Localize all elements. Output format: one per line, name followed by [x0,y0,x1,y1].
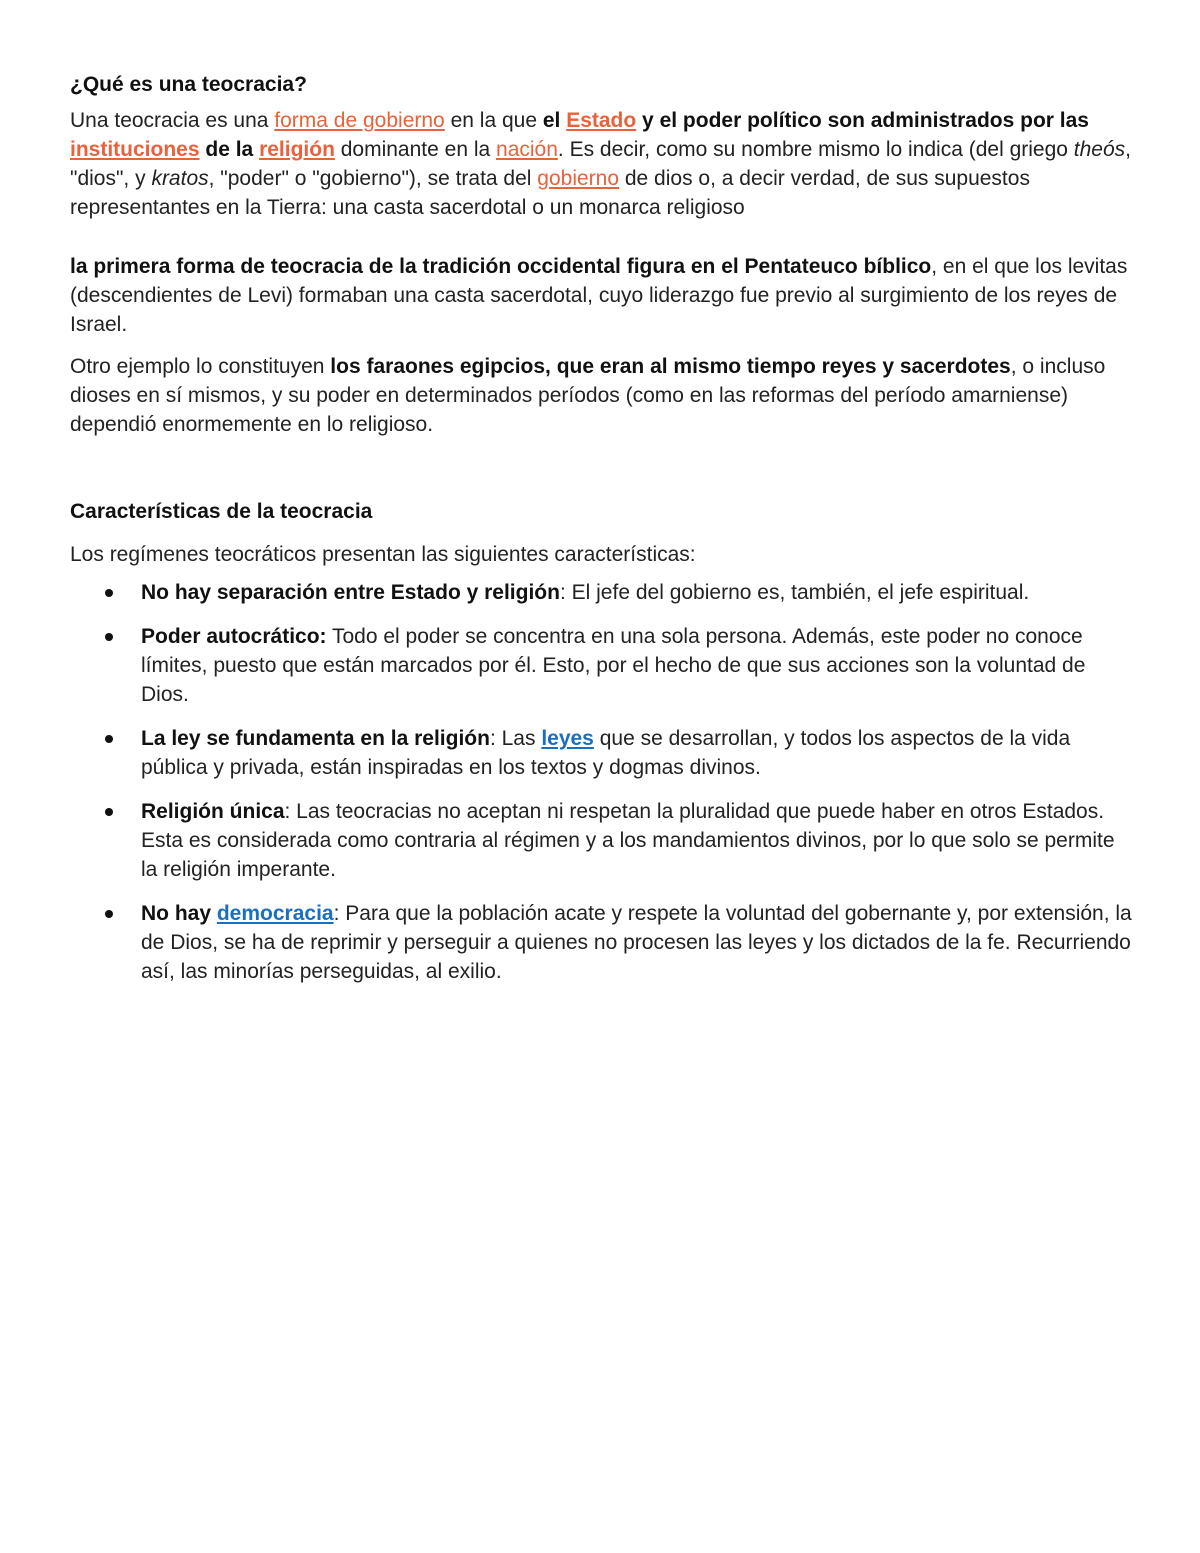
bullet-icon [105,808,113,816]
text: , o incluso dioses en sí mismos, y su poder en determinados períodos (como en las reformas del período amarniense) dependió enormemente en lo religioso. [70,355,1106,436]
link-instituciones[interactable]: instituciones [70,138,200,161]
text: , "dios", y [70,138,1132,190]
link-gobierno[interactable]: gobierno [537,167,620,190]
bold-text: La ley se fundamenta en la religión [141,727,490,750]
bullet-icon [105,633,113,641]
list-item [70,899,1135,986]
text: de dios o, a decir verdad, de sus supuestos representantes en la Tierra: una casta sacerdotal o un monarca religioso [70,167,1030,219]
bold-text: y el poder político son administrados por las [636,109,1089,132]
text: Otro ejemplo lo constituyen [70,355,331,378]
list-item [70,622,1135,709]
bold-text: Poder autocrático: [141,625,327,648]
bold-text: el [542,109,567,132]
section-heading-what-is: ¿Qué es una teocracia? [70,73,307,96]
link-estado[interactable]: Estado [566,109,637,132]
text: , en el que los levitas (descendientes de Levi) formaban una casta sacerdotal, cuyo liderazgo fue previo al surgimiento de los reyes de Israel. [70,255,1128,336]
bullet-icon [105,735,113,743]
link-forma-de-gobierno[interactable]: forma de gobierno [274,109,445,132]
paragraph-faraones [70,352,1135,439]
list-item [70,797,1135,884]
bold-text: No hay separación entre Estado y religión [141,581,560,604]
text: Una teocracia es una [70,109,275,132]
characteristics-list [70,578,1135,986]
text: : Las [489,727,542,750]
link-nacion[interactable]: nación [496,138,558,161]
bold-text: la primera forma de teocracia de la tradición occidental figura en el Pentateuco bíblico [70,255,932,278]
bold-text: de la [199,138,260,161]
text: , "poder" o "gobierno"), se trata del [208,167,538,190]
text: en la que [444,109,543,132]
list-item [70,724,1135,782]
bold-text: No hay [141,902,217,925]
bullet-icon [105,910,113,918]
bold-text: los faraones egipcios, que eran al mismo tiempo reyes y sacerdotes [330,355,1011,378]
bold-text: Religión única [141,800,285,823]
link-religion[interactable]: religión [259,138,335,161]
text: : Para que la población acate y respete la voluntad del gobernante y, por extensión, la de Dios, se ha de reprimir y perseguir a quienes no procesen las leyes y los dictados de la fe. Recurriendo así, las minorías perseguidas, al exilio. [141,902,1132,983]
italic-text: kratos [151,167,209,190]
text: . Es decir, como su nombre mismo lo indica (del griego [557,138,1074,161]
link-leyes[interactable]: leyes [541,727,594,750]
bullet-icon [105,589,113,597]
text: Todo el poder se concentra en una sola persona. Además, este poder no conoce límites, puesto que están marcados por él. Esto, por el hecho de que sus acciones son la voluntad de Dios. [141,625,1086,706]
link-democracia[interactable]: democracia [216,902,334,925]
text: : El jefe del gobierno es, también, el jefe espiritual. [559,581,1030,604]
section-heading-caracteristicas: Características de la teocracia [70,500,373,523]
italic-text: theós [1073,138,1126,161]
text: que se desarrollan, y todos los aspectos de la vida pública y privada, están inspiradas en los textos y dogmas divinos. [141,727,1071,779]
list-item [70,578,1135,607]
text: dominante en la [334,138,497,161]
text: : Las teocracias no aceptan ni respetan la pluralidad que puede haber en otros Estados. Esta es considerada como contraria al régimen y a los mandamientos divinos, por lo que solo se permite la religión imperante. [141,800,1115,881]
paragraph-pentateuco [70,252,1135,339]
document-body [70,70,1135,1001]
paragraph-definition [70,106,1135,222]
paragraph-intro: Los regímenes teocráticos presentan las siguientes características: [70,543,696,566]
